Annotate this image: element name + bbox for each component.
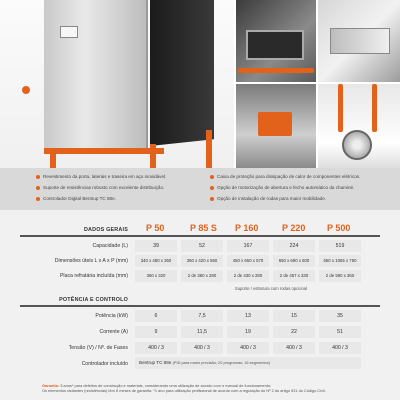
motorized-chimney-photo	[236, 84, 316, 168]
table-cell: 11,5	[181, 326, 223, 338]
orange-knob	[22, 86, 30, 94]
steel-box	[330, 28, 390, 54]
warranty-line-2: Os elementos radiantes (resistências) têm 6 meses de garantia. *1 ano para utilização profissional de acordo com a regulação do Nº 2 do artigo 921 do Código Civil.	[42, 388, 326, 393]
table-cell: 167	[227, 240, 269, 252]
general-section-title: DADOS GERAIS	[83, 227, 128, 233]
table-cell: 340 x 480 x 360	[135, 255, 177, 267]
stand-leg-left	[50, 148, 56, 168]
table-cell: 19	[227, 326, 269, 338]
bullet-icon	[36, 175, 40, 179]
table-cell: 2 de 360 x 280	[181, 270, 223, 282]
row-label: Placa refratária incluída (mm)	[59, 273, 128, 279]
table-cell: 400 / 3	[227, 342, 269, 354]
table-cell: 35	[319, 310, 361, 322]
table-cell: 7,5	[181, 310, 223, 322]
chimney-motor	[258, 112, 292, 136]
row-label: Tensão (V) / Nº. de Fases	[68, 345, 128, 351]
table-cell: 15	[273, 310, 315, 322]
feature-item	[36, 185, 164, 190]
table-cell: 6	[135, 310, 177, 322]
table-cell: 360 x 420 x 560	[181, 255, 223, 267]
table-row	[0, 239, 400, 253]
row-label: Capacidade (L)	[92, 243, 128, 249]
warranty-text: 3 anos* para defeitos de construção e materiais, considerando uma utilização de acordo com o manual de funcionamento;	[60, 383, 272, 388]
feature-text: Suporte de resistências robusto com excelente distribuição.	[43, 185, 165, 190]
features-list	[0, 168, 400, 210]
table-cell: 650 x 1065 x 750	[319, 255, 361, 267]
feature-item	[210, 196, 326, 201]
table-row	[0, 309, 400, 323]
stand-leg-back	[206, 130, 212, 168]
feature-item	[210, 174, 360, 179]
table-cell: 400 / 3	[273, 342, 315, 354]
table-cell: 400 / 3	[135, 342, 177, 354]
feature-item	[210, 185, 354, 190]
feature-text: Controlador Digital Bentrup TC 88e.	[43, 196, 116, 201]
row-label: Dimensões úteis L x A x P (mm)	[54, 258, 128, 264]
table-cell: 22	[273, 326, 315, 338]
table-cell: 39	[135, 240, 177, 252]
feature-item	[36, 196, 116, 201]
table-cell: 52	[181, 240, 223, 252]
wheels-photo	[318, 84, 400, 168]
table-cell: 650 x 690 x 600	[273, 255, 315, 267]
feature-text: Opção de motorização de abertura e fecho automático da chaminé.	[217, 185, 355, 190]
feature-text: Revestimento da porta, laterais e traseira em aço inoxidável.	[43, 174, 167, 179]
controller-detail: (PID para maior precisão; 20 programas; 16 segmentos)	[172, 360, 270, 365]
feature-item	[36, 174, 166, 179]
kiln-open-door	[150, 0, 214, 146]
bullet-icon	[210, 175, 214, 179]
table-row	[0, 254, 400, 268]
product-photos	[0, 0, 400, 168]
model-header: P 220	[282, 223, 306, 233]
table-cell: 519	[319, 240, 361, 252]
table-cell: 2 de 430 x 280	[227, 270, 269, 282]
stand-leg-right	[150, 144, 156, 168]
section-divider	[20, 235, 380, 237]
section-divider	[20, 305, 380, 307]
table-cell: 9	[135, 326, 177, 338]
stand-rail	[44, 148, 164, 154]
controller-name: Bentrup TC 88e	[139, 360, 172, 365]
table-cell: 51	[319, 326, 361, 338]
power-section-title: POTÊNCIA E CONTROLO	[59, 297, 128, 303]
row-label: Controlador incluído	[81, 361, 128, 367]
feature-text: Opção de instalação de rodas para maior mobilidade.	[217, 196, 327, 201]
warranty-footer	[0, 383, 400, 400]
table-cell: 2 de 457 x 330	[273, 270, 315, 282]
kiln-body	[44, 0, 148, 150]
kiln-main-photo	[0, 0, 234, 168]
caster-wheel	[342, 130, 372, 160]
table-row	[0, 341, 400, 355]
orange-frame	[238, 68, 314, 73]
feature-text: Caixa de proteção para dissipação de calor de componentes elétricos.	[217, 174, 361, 179]
orange-leg	[372, 84, 377, 132]
bullet-icon	[36, 186, 40, 190]
table-row	[0, 269, 400, 283]
kiln-label-plate	[60, 26, 78, 38]
bullet-icon	[210, 186, 214, 190]
table-cell: 224	[273, 240, 315, 252]
model-header: P 160	[235, 223, 259, 233]
model-header: P 85 S	[190, 223, 217, 233]
row-label: Potência (kW)	[95, 313, 128, 319]
model-header: P 500	[327, 223, 351, 233]
table-row	[0, 357, 400, 371]
elements-tray	[246, 30, 304, 60]
table-cell: 13	[227, 310, 269, 322]
table-cell: 450 x 650 x 570	[227, 255, 269, 267]
table-cell: 400 / 3	[181, 342, 223, 354]
table-cell: 360 x 320	[135, 270, 177, 282]
model-header: P 50	[146, 223, 165, 233]
table-cell: 2 de 590 x 360	[319, 270, 361, 282]
protection-box-photo	[318, 0, 400, 82]
table-cell: 400 / 3	[319, 342, 361, 354]
orange-leg	[338, 84, 343, 132]
stand-note: Suporte / estrutura com rodas opcional	[234, 286, 308, 291]
bullet-icon	[210, 197, 214, 201]
table-row	[0, 325, 400, 339]
heating-elements-photo	[236, 0, 316, 82]
warranty-lead: Garantia:	[42, 383, 60, 388]
bullet-icon	[36, 197, 40, 201]
row-label: Corrente (A)	[99, 329, 128, 335]
controller-cell	[135, 357, 361, 369]
